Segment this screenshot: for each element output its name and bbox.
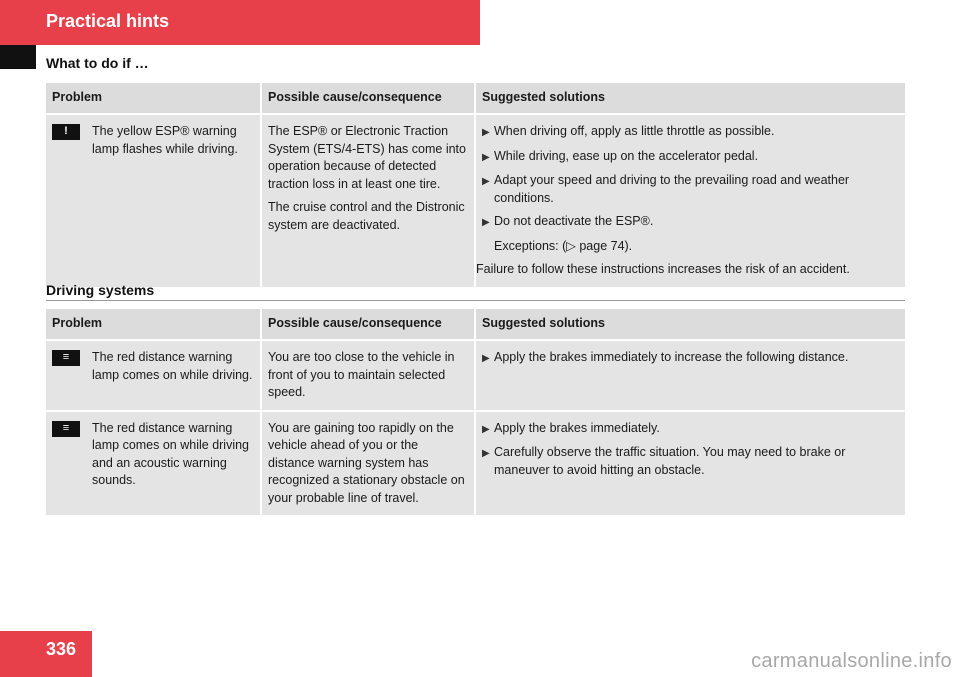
problem-text: The yellow ESP® warning lamp flashes while driving. (92, 124, 238, 156)
solution-item: ▶ While driving, ease up on the accelerator pedal. (482, 148, 899, 167)
page-reference: Exceptions: (▷ page 74). (494, 238, 633, 253)
bullet-arrow-icon: ▶ (482, 353, 490, 364)
solution-item: ▶ Apply the brakes immediately to increase the following distance. (482, 349, 899, 368)
problem-cell (46, 339, 260, 410)
solution-item: ▶ Apply the brakes immediately. (482, 420, 899, 439)
table-row (46, 339, 905, 410)
column-header-solutions: Suggested solutions (474, 83, 905, 113)
solutions-cell (474, 113, 905, 287)
column-header-problem: Problem (46, 309, 260, 339)
cause-cell: You are gaining too rapidly on the vehicle ahead of you or the distance warning system has recognized a stationary obstacle on your probable line of travel. (260, 410, 474, 516)
page-number: 336 (46, 639, 77, 659)
page-number-box (0, 631, 92, 677)
header-band (0, 0, 480, 45)
section-divider (46, 300, 905, 301)
solution-item: ▶ When driving off, apply as little throttle as possible. (482, 123, 899, 142)
accident-risk-note: Failure to follow these instructions increases the risk of an accident. (476, 262, 850, 276)
column-header-cause: Possible cause/consequence (260, 83, 474, 113)
cause-cell (260, 113, 474, 287)
table-row (46, 410, 905, 516)
esp-warning-lamp-icon: ! (52, 124, 80, 140)
bullet-arrow-icon: ▶ (482, 127, 490, 138)
section-tab-marker (0, 45, 36, 69)
cause-paragraph: The ESP® or Electronic Traction System (ETS/4-ETS) has come into operation because of detected traction loss in at least one tire. (268, 124, 466, 191)
table-header-row (46, 309, 905, 339)
column-header-cause: Possible cause/consequence (260, 309, 474, 339)
solution-item: ▶ Adapt your speed and driving to the prevailing road and weather conditions. (482, 172, 899, 207)
distance-warning-lamp-icon: ≡ (52, 421, 80, 437)
solutions-cell (474, 339, 905, 410)
watermark: carmanualsonline.info (751, 650, 952, 672)
solution-item: ▶ Do not deactivate the ESP®. (482, 213, 899, 232)
solution-item: ▶ Carefully observe the traffic situation. You may need to brake or maneuver to avoid hitting an obstacle. (482, 444, 899, 479)
section-heading-driving-systems: Driving systems (46, 282, 155, 298)
problem-text: The red distance warning lamp comes on while driving and an acoustic warning sounds. (92, 420, 250, 487)
esp-problem-table (46, 83, 905, 287)
column-header-solutions: Suggested solutions (474, 309, 905, 339)
problem-text: The red distance warning lamp comes on while driving. (92, 350, 253, 382)
distance-warning-lamp-icon: ≡ (52, 350, 80, 366)
driving-systems-table (46, 309, 905, 515)
problem-cell (46, 410, 260, 516)
table-row (46, 113, 905, 287)
problem-cell (46, 113, 260, 287)
bullet-arrow-icon: ▶ (482, 176, 490, 187)
solutions-cell (474, 410, 905, 516)
bullet-arrow-icon: ▶ (482, 423, 490, 435)
table-header-row (46, 83, 905, 113)
bullet-arrow-icon: ▶ (482, 217, 490, 228)
section-heading-what-to-do: What to do if … (46, 55, 149, 71)
cause-paragraph: The cruise control and the Distronic system are deactivated. (268, 200, 465, 232)
bullet-arrow-icon: ▶ (482, 448, 490, 459)
page-header-title: Practical hints (46, 11, 170, 31)
column-header-problem: Problem (46, 83, 260, 113)
cause-cell: You are too close to the vehicle in front of you to maintain selected speed. (260, 339, 474, 410)
bullet-arrow-icon: ▶ (482, 151, 490, 163)
